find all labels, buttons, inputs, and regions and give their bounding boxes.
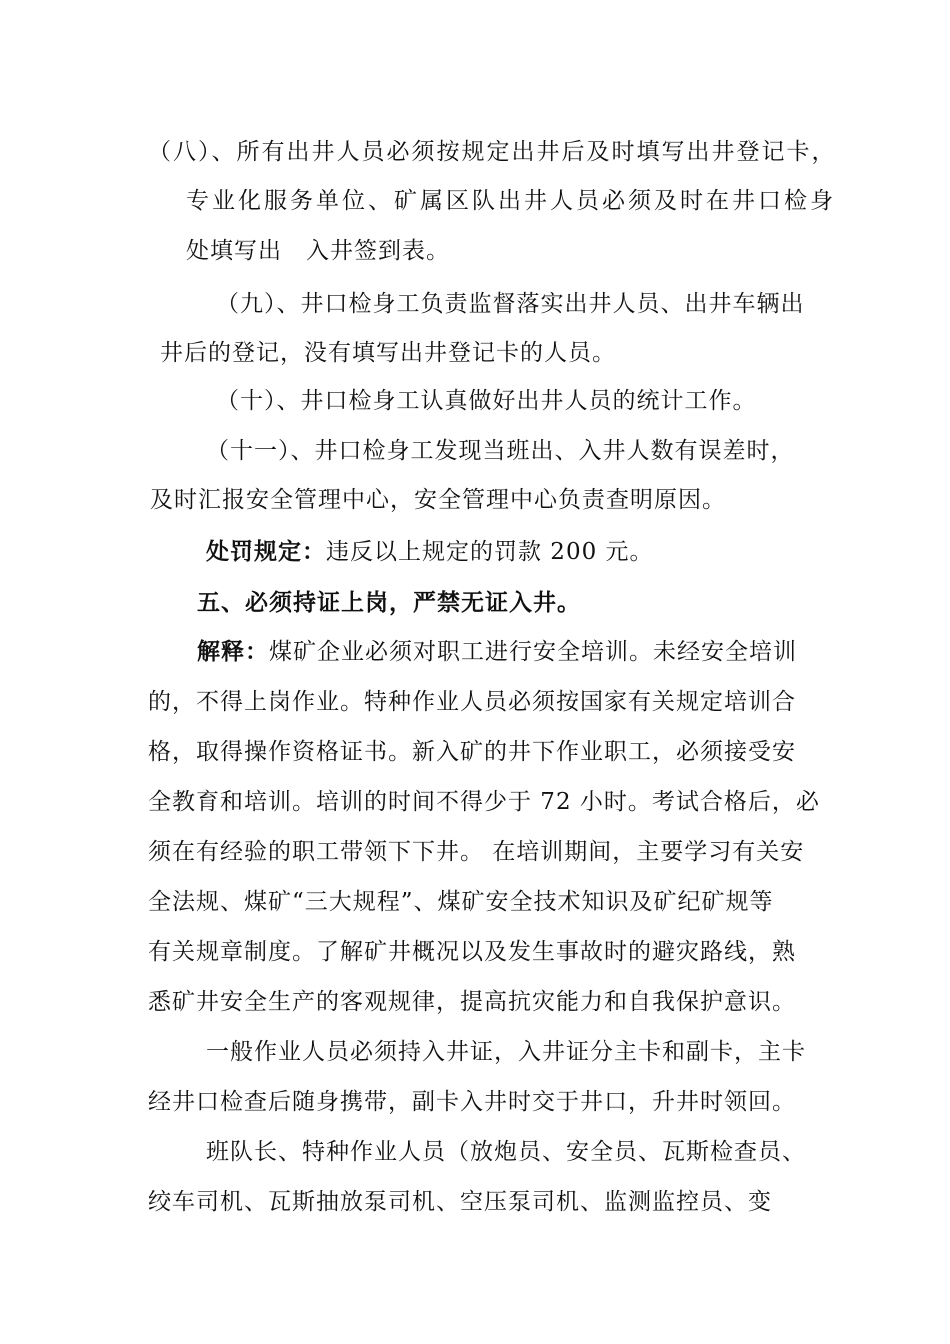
special-roles-line-1: 班队长、特种作业人员（放炮员、安全员、瓦斯检查员、 [206,1139,806,1165]
pass-paragraph-line-1: 一般作业人员必须持入井证，入井证分主卡和副卡，主卡 [206,1039,806,1065]
pass-paragraph-line-2: 经井口检查后随身携带，副卡入井时交于井口，升井时领回。 [148,1089,796,1115]
clause-8-line-3: 处填写出 入井签到表。 [186,238,450,264]
penalty-text: 违反以上规定的罚款 200 元。 [326,539,654,565]
explanation-line-5: 须在有经验的职工带领下下井。 在培训期间，主要学习有关安 [148,839,805,865]
clause-11-line-2: 及时汇报安全管理中心，安全管理中心负责查明原因。 [150,487,726,513]
clause-8-line-2: 专业化服务单位、矿属区队出井人员必须及时在井口检身 [186,188,836,214]
explanation-line-4: 全教育和培训。培训的时间不得少于 72 小时。考试合格后，必 [148,789,820,815]
explanation-line-2: 的，不得上岗作业。特种作业人员必须按国家有关规定培训合 [148,689,796,715]
explanation-line-6: 全法规、煤矿“三大规程”、煤矿安全技术知识及矿纪矿规等 [148,889,774,915]
explanation-label: 解释： [197,639,269,665]
penalty-line [206,537,654,567]
section-heading: 五、必须持证上岗，严禁无证入井。 [197,590,581,616]
clause-11-line-1: （十一）、井口检身工发现当班出、入井人数有误差时， [206,438,795,464]
special-roles-line-2: 绞车司机、瓦斯抽放泵司机、空压泵司机、监测监控员、变 [148,1189,772,1215]
clause-8-line-1: （八）、所有出井人员必须按规定出井后及时填写出井登记卡， [148,139,837,165]
explanation-first-text: 煤矿企业必须对职工进行安全培训。未经安全培训 [269,639,797,665]
explanation-line-3: 格，取得操作资格证书。新入矿的井下作业职工，必须接受安 [148,739,796,765]
penalty-label: 处罚规定： [206,539,326,565]
clause-9-line-2: 井后的登记，没有填写出井登记卡的人员。 [160,340,616,366]
clause-10-line: （十）、井口检身工认真做好出井人员的统计工作。 [216,388,757,414]
explanation-line-1 [197,637,797,667]
clause-9-line-1: （九）、井口检身工负责监督落实出井人员、出井车辆出 [216,291,805,317]
explanation-line-8: 悉矿井安全生产的客观规律，提高抗灾能力和自我保护意识。 [148,989,796,1015]
explanation-line-7: 有关规章制度。了解矿井概况以及发生事故时的避灾路线，熟 [148,939,796,965]
